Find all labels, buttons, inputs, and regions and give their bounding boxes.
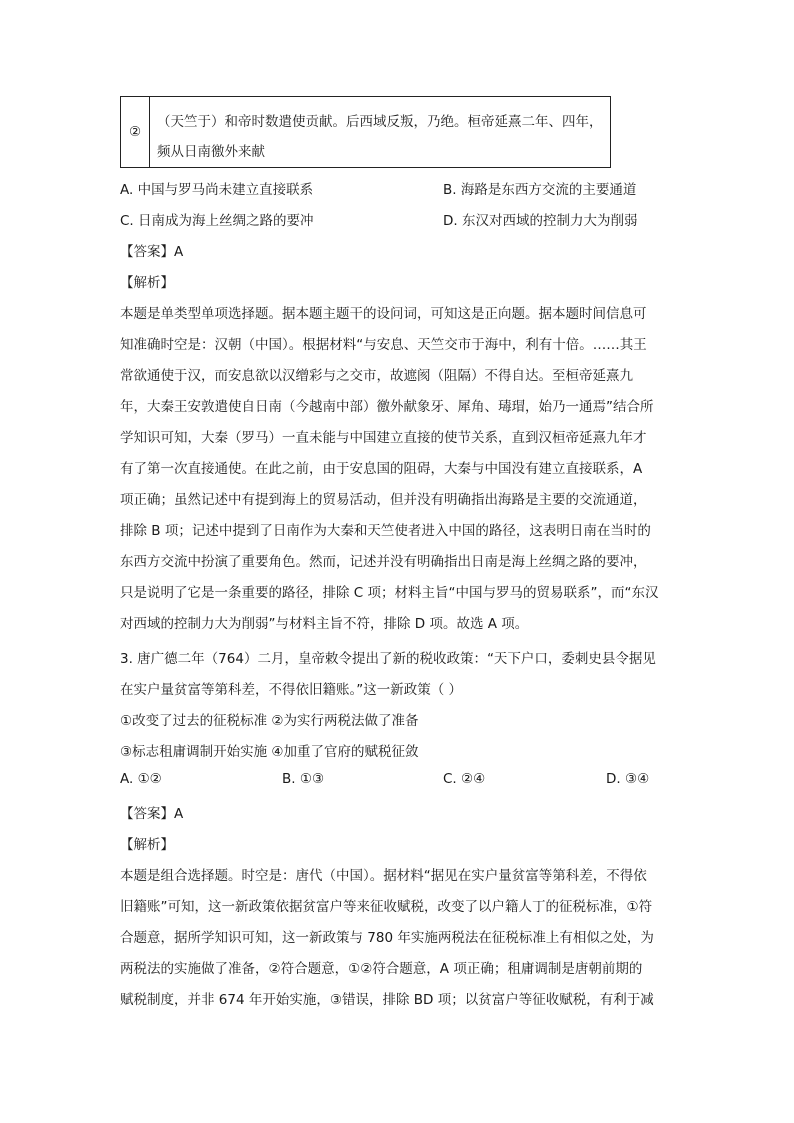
q3-stem-line: 在实户量贫富等第科差，不得依旧籍账。”这一新政策（ ） bbox=[120, 682, 463, 698]
q2-analysis-line: 知准确时空是：汉朝（中国）。根据材料“与安息、天竺交市于海中，利有十倍。……其王 bbox=[120, 337, 647, 353]
q2-analysis-line: 只是说明了它是一条重要的路径，排除 C 项；材料主旨“中国与罗马的贸易联系”，而“东汉 bbox=[120, 585, 659, 601]
q2-analysis-line: 排除 B 项；记述中提到了日南作为大秦和天竺使者进入中国的路径，这表明日南在当时的 bbox=[120, 523, 651, 539]
q3-statements-line: ①改变了过去的征税标准 ②为实行两税法做了准备 bbox=[120, 713, 419, 729]
q2-analysis-line: 东西方交流中扮演了重要角色。然而，记述并没有明确指出日南是海上丝绸之路的要冲， bbox=[120, 554, 647, 570]
q2-analysis-heading: 【解析】 bbox=[120, 275, 174, 291]
q2-option-d: D. 东汉对西域的控制力大为削弱 bbox=[443, 213, 638, 229]
material-number: ② bbox=[121, 97, 150, 167]
q3-analysis-line: 合题意，据所学知识可知，这一新政策与 780 年实施两税法在征税标准上有相似之处，为 bbox=[120, 930, 654, 946]
material-line: 频从日南徼外来献 bbox=[157, 144, 265, 160]
q2-analysis-line: 有了第一次直接通使。在此之前，由于安息国的阻碍，大秦与中国没有建立直接联系，A bbox=[120, 461, 643, 477]
q3-analysis-line: 赋税制度，并非 674 年开始实施，③错误，排除 BD 项；以贫富户等征收赋税，有利于减 bbox=[120, 992, 654, 1008]
q3-answer: 【答案】A bbox=[120, 806, 184, 822]
q2-analysis-line: 常欲通使于汉，而安息欲以汉缯彩与之交市，故遮阂（阻隔）不得自达。至桓帝延熹九 bbox=[120, 368, 633, 384]
material-text bbox=[157, 107, 607, 167]
q3-analysis-line: 旧籍账”可知，这一新政策依据贫富户等来征收赋税，改变了以户籍人丁的征税标准，①符 bbox=[120, 899, 653, 915]
q3-analysis-heading: 【解析】 bbox=[120, 837, 174, 853]
q2-option-c: C. 日南成为海上丝绸之路的要冲 bbox=[120, 213, 314, 229]
q2-answer: 【答案】A bbox=[120, 244, 184, 260]
q2-analysis-line: 项正确；虽然记述中有提到海上的贸易活动，但并没有明确指出海路是主要的交流通道， bbox=[120, 492, 647, 508]
q2-analysis-line: 年，大秦王安敦遣使自日南（今越南中部）徼外献象牙、犀角、瑇瑁，始乃一通焉”结合所 bbox=[120, 399, 654, 415]
q2-option-b: B. 海路是东西方交流的主要通道 bbox=[443, 182, 637, 198]
material-table bbox=[120, 96, 611, 168]
q2-analysis-line: 本题是单类型单项选择题。据本题主题干的设问词，可知这是正向题。据本题时间信息可 bbox=[120, 306, 647, 322]
q2-analysis-line: 学知识可知，大秦（罗马）一直未能与中国建立直接的使节关系，直到汉桓帝延熹九年才 bbox=[120, 430, 647, 446]
q2-analysis-line: 对西域的控制力大为削弱”与材料主旨不符，排除 D 项。故选 A 项。 bbox=[120, 616, 529, 632]
material-line: （天竺于）和帝时数遣使贡献。后西域反叛，乃绝。桓帝延熹二年、四年， bbox=[157, 114, 603, 130]
q3-option-a: A. ①② bbox=[120, 771, 162, 787]
q3-analysis-line: 本题是组合选择题。时空是：唐代（中国）。据材料“据见在实户量贫富等第科差，不得依 bbox=[120, 868, 647, 884]
q3-option-b: B. ①③ bbox=[282, 771, 325, 787]
q2-option-a: A. 中国与罗马尚未建立直接联系 bbox=[120, 182, 314, 198]
q3-stem-line: 3. 唐广德二年（764）二月，皇帝敕令提出了新的税收政策：“天下户口，委刺史县令据见 bbox=[120, 651, 656, 667]
q3-option-c: C. ②④ bbox=[443, 771, 486, 787]
q3-option-d: D. ③④ bbox=[606, 771, 650, 787]
q3-analysis-line: 两税法的实施做了准备，②符合题意，①②符合题意，A 项正确；租庸调制是唐朝前期的 bbox=[120, 961, 643, 977]
q3-statements-line: ③标志租庸调制开始实施 ④加重了官府的赋税征敛 bbox=[120, 744, 419, 760]
